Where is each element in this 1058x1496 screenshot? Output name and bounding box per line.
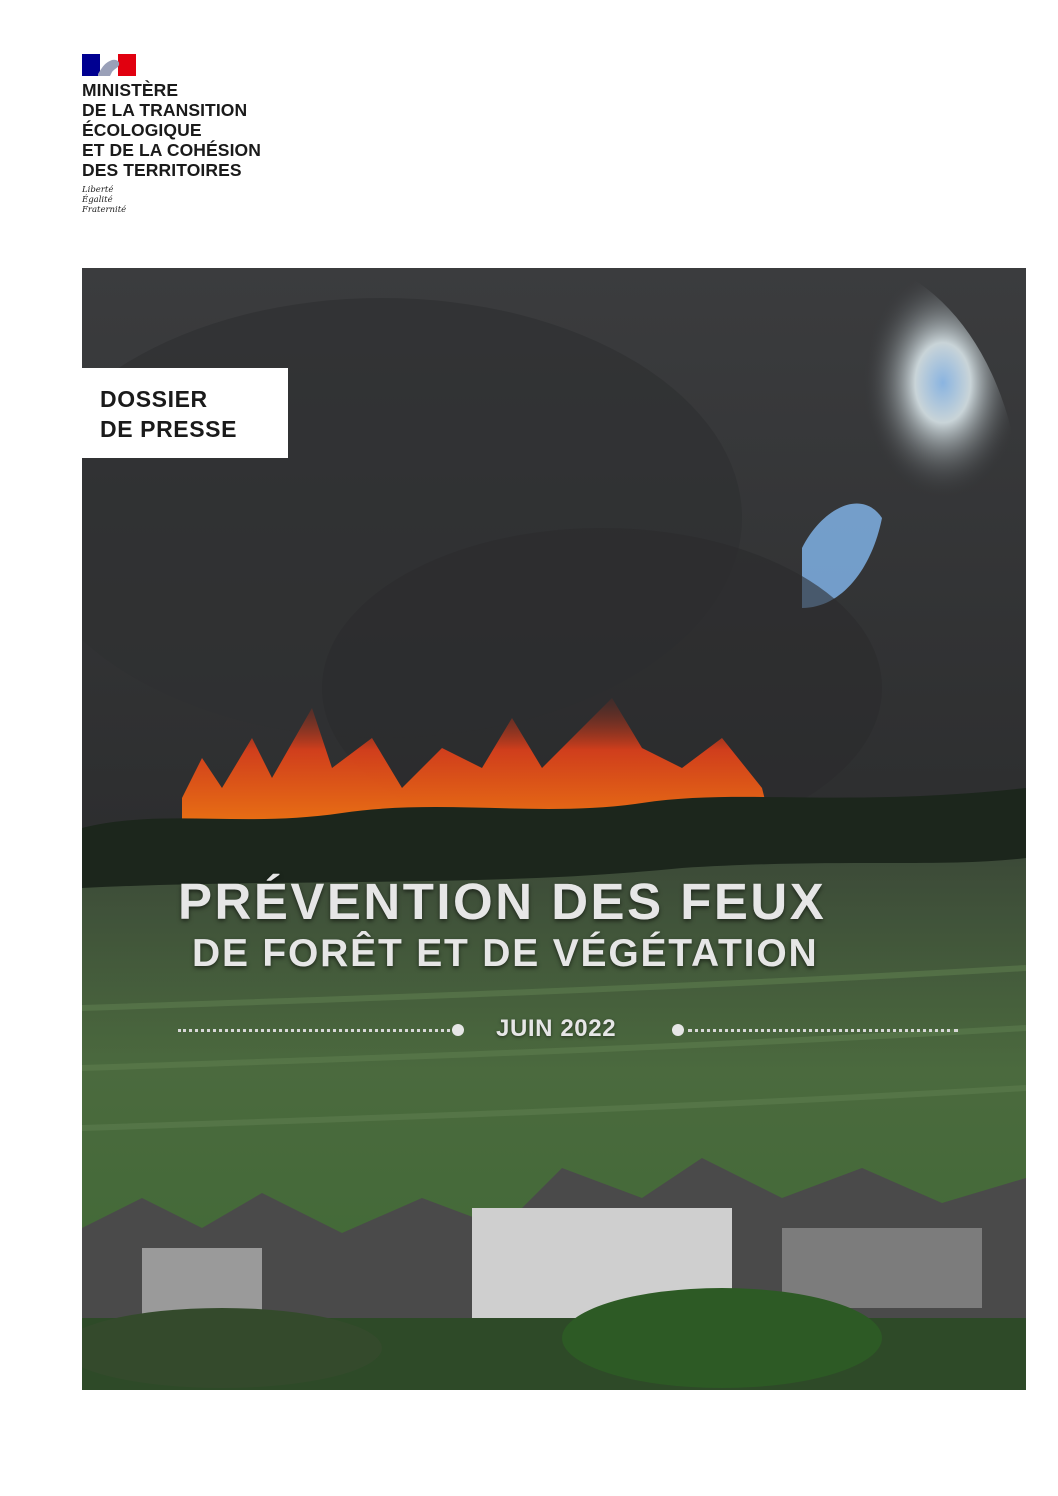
press-kit-badge (82, 368, 288, 458)
cover-title-line-1: PRÉVENTION DES FEUX (178, 873, 827, 930)
date-row (178, 1012, 958, 1048)
ministry-line: DE LA TRANSITION (82, 100, 248, 120)
ministry-line: ÉCOLOGIQUE (82, 120, 202, 140)
ministry-line: MINISTÈRE (82, 80, 179, 100)
cover-title-line-2: DE FORÊT ET DE VÉGÉTATION (192, 932, 819, 975)
bullet-dot-left (452, 1024, 464, 1036)
badge-line: DOSSIER (100, 386, 208, 412)
dotted-rule-right (688, 1029, 958, 1032)
marianne-logo-icon (82, 54, 136, 76)
motto-line: Liberté (82, 185, 114, 195)
bullet-dot-right (672, 1024, 684, 1036)
publication-date: JUIN 2022 (496, 1015, 617, 1042)
dotted-rule-left (178, 1029, 450, 1032)
motto-line: Fraternité (82, 205, 127, 215)
ministry-name (82, 80, 261, 180)
ministry-header (82, 54, 261, 215)
ministry-line: DES TERRITOIRES (82, 160, 242, 180)
ministry-line: ET DE LA COHÉSION (82, 140, 261, 160)
badge-line: DE PRESSE (100, 416, 238, 442)
republic-motto (82, 185, 261, 215)
motto-line: Égalité (82, 195, 113, 205)
